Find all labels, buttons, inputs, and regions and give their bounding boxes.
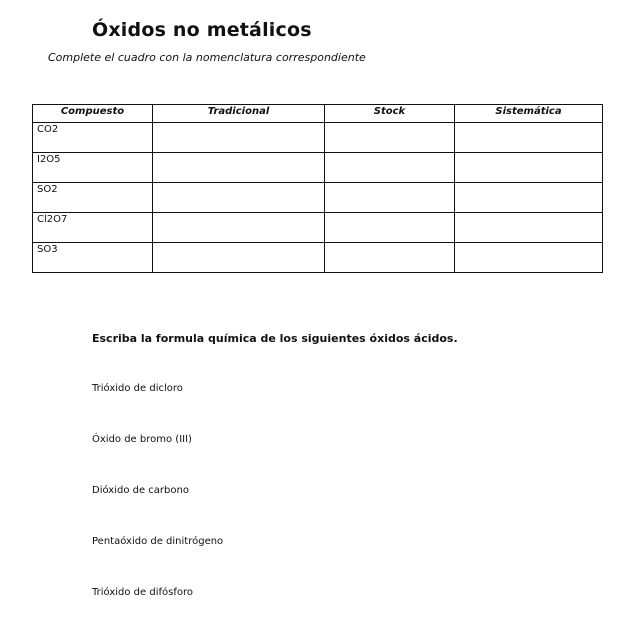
stock-cell[interactable] — [325, 213, 455, 243]
sistematica-cell[interactable] — [455, 123, 603, 153]
tradicional-cell[interactable] — [153, 213, 325, 243]
table-row — [33, 153, 603, 183]
oxide-item: Pentaóxido de dinitrógeno — [92, 536, 224, 547]
tradicional-cell[interactable] — [153, 183, 325, 213]
column-header-compuesto: Compuesto — [33, 105, 153, 123]
oxide-item: Trióxido de difósforo — [92, 587, 193, 598]
table-row — [33, 183, 603, 213]
oxide-item: Óxido de bromo (III) — [92, 434, 192, 445]
table-header-row — [33, 105, 603, 123]
table-row — [33, 243, 603, 273]
nomenclature-table — [32, 104, 603, 273]
page-subtitle: Complete el cuadro con la nomenclatura correspondiente — [48, 51, 366, 64]
tradicional-cell[interactable] — [153, 153, 325, 183]
stock-cell[interactable] — [325, 183, 455, 213]
tradicional-cell[interactable] — [153, 243, 325, 273]
sistematica-cell[interactable] — [455, 213, 603, 243]
column-header-tradicional: Tradicional — [153, 105, 325, 123]
compound-cell: CO2 — [33, 123, 153, 153]
sistematica-cell[interactable] — [455, 153, 603, 183]
tradicional-cell[interactable] — [153, 123, 325, 153]
stock-cell[interactable] — [325, 243, 455, 273]
stock-cell[interactable] — [325, 153, 455, 183]
column-header-sistematica: Sistemática — [455, 105, 603, 123]
oxide-item: Dióxido de carbono — [92, 485, 189, 496]
compound-cell: Cl2O7 — [33, 213, 153, 243]
column-header-stock: Stock — [325, 105, 455, 123]
instruction-text: Escriba la formula química de los siguientes óxidos ácidos. — [92, 332, 458, 345]
compound-cell: SO3 — [33, 243, 153, 273]
sistematica-cell[interactable] — [455, 243, 603, 273]
compound-cell: I2O5 — [33, 153, 153, 183]
oxide-item: Trióxido de dicloro — [92, 383, 183, 394]
table-row — [33, 213, 603, 243]
stock-cell[interactable] — [325, 123, 455, 153]
sistematica-cell[interactable] — [455, 183, 603, 213]
table-row — [33, 123, 603, 153]
compound-cell: SO2 — [33, 183, 153, 213]
page-title: Óxidos no metálicos — [92, 19, 312, 41]
